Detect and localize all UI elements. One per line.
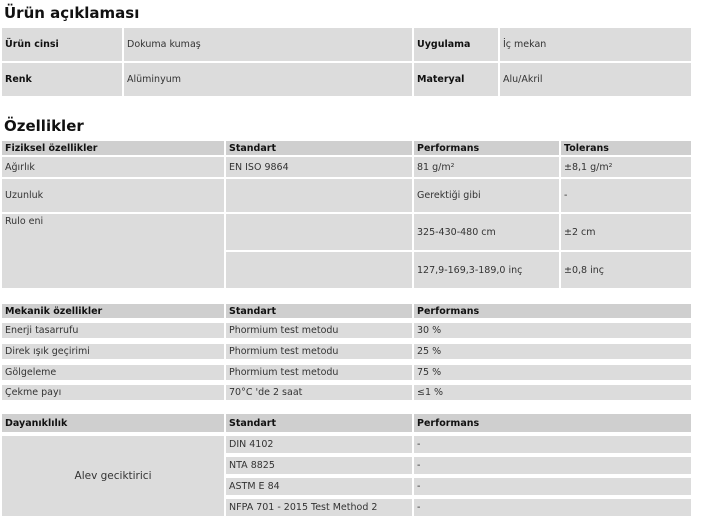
durability-row-performance: - bbox=[414, 478, 691, 495]
length-performance: Gerektiği gibi bbox=[414, 179, 559, 212]
roll-width-tolerance-2: ±0,8 inç bbox=[561, 252, 691, 288]
durability-header-standard: Standart bbox=[226, 414, 412, 432]
length-name: Uzunluk bbox=[2, 179, 224, 212]
mechanical-row-standard: Phormium test metodu bbox=[226, 365, 412, 380]
mechanical-row-standard: 70°C 'de 2 saat bbox=[226, 385, 412, 400]
physical-header-performance: Performans bbox=[414, 141, 559, 155]
roll-width-name: Rulo eni bbox=[2, 214, 224, 288]
description-heading: Ürün açıklaması bbox=[4, 4, 140, 22]
weight-performance: 81 g/m² bbox=[414, 157, 559, 177]
weight-name: Ağırlık bbox=[2, 157, 224, 177]
roll-width-tolerance-1: ±2 cm bbox=[561, 214, 691, 250]
mechanical-header-performance: Performans bbox=[414, 304, 691, 318]
mechanical-row-performance: 30 % bbox=[414, 323, 691, 338]
length-tolerance: - bbox=[561, 179, 691, 212]
roll-width-performance-1: 325-430-480 cm bbox=[414, 214, 559, 250]
mechanical-header-standard: Standart bbox=[226, 304, 412, 318]
roll-width-performance-2: 127,9-169,3-189,0 inç bbox=[414, 252, 559, 288]
physical-header-name: Fiziksel özellikler bbox=[2, 141, 224, 155]
label-product-type: Ürün cinsi bbox=[2, 28, 122, 61]
mechanical-row-performance: ≤1 % bbox=[414, 385, 691, 400]
value-product-type: Dokuma kumaş bbox=[124, 28, 412, 61]
length-standard bbox=[226, 179, 412, 212]
durability-row-standard: ASTM E 84 bbox=[226, 478, 412, 495]
label-color: Renk bbox=[2, 63, 122, 96]
durability-header-name: Dayanıklılık bbox=[2, 414, 224, 432]
mechanical-row-name: Gölgeleme bbox=[2, 365, 224, 380]
durability-row-performance: - bbox=[414, 457, 691, 474]
label-material: Materyal bbox=[414, 63, 498, 96]
mechanical-header-name: Mekanik özellikler bbox=[2, 304, 224, 318]
durability-row-standard: NFPA 701 - 2015 Test Method 2 bbox=[226, 499, 412, 516]
mechanical-row-standard: Phormium test metodu bbox=[226, 323, 412, 338]
value-application: İç mekan bbox=[500, 28, 691, 61]
value-material: Alu/Akril bbox=[500, 63, 691, 96]
label-application: Uygulama bbox=[414, 28, 498, 61]
mechanical-row-name: Çekme payı bbox=[2, 385, 224, 400]
features-heading: Özellikler bbox=[4, 117, 84, 135]
mechanical-row-performance: 75 % bbox=[414, 365, 691, 380]
durability-header-performance: Performans bbox=[414, 414, 691, 432]
physical-header-tolerance: Tolerans bbox=[561, 141, 691, 155]
durability-row-performance: - bbox=[414, 436, 691, 453]
durability-row-standard: DIN 4102 bbox=[226, 436, 412, 453]
durability-row-performance: - bbox=[414, 499, 691, 516]
physical-header-standard: Standart bbox=[226, 141, 412, 155]
roll-width-standard-1 bbox=[226, 214, 412, 250]
mechanical-row-performance: 25 % bbox=[414, 344, 691, 359]
mechanical-row-name: Enerji tasarrufu bbox=[2, 323, 224, 338]
mechanical-row-standard: Phormium test metodu bbox=[226, 344, 412, 359]
roll-width-standard-2 bbox=[226, 252, 412, 288]
weight-standard: EN ISO 9864 bbox=[226, 157, 412, 177]
flame-retardant-name: Alev geciktirici bbox=[2, 436, 224, 516]
value-color: Alüminyum bbox=[124, 63, 412, 96]
durability-row-standard: NTA 8825 bbox=[226, 457, 412, 474]
weight-tolerance: ±8,1 g/m² bbox=[561, 157, 691, 177]
mechanical-row-name: Direk ışık geçirimi bbox=[2, 344, 224, 359]
